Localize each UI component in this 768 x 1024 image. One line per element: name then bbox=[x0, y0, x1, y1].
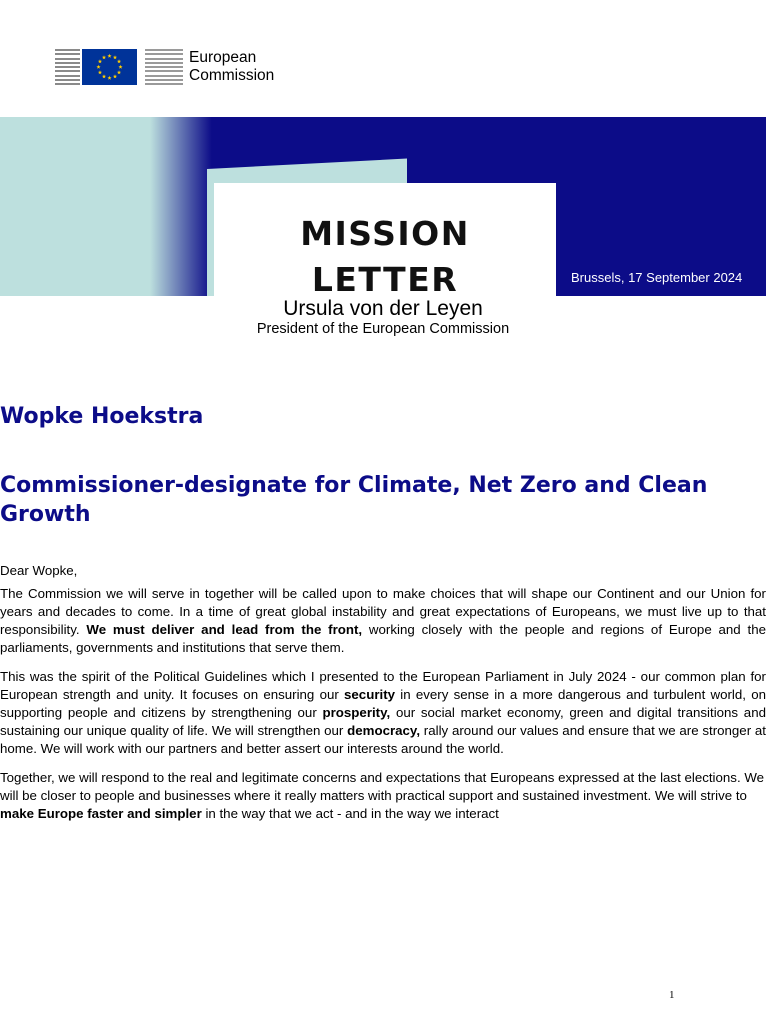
eu-star-icon bbox=[96, 65, 100, 69]
banner-date: Brussels, 17 September 2024 bbox=[571, 270, 743, 285]
banner-title bbox=[214, 211, 556, 296]
bold-text-span: We must deliver and lead from the front, bbox=[86, 622, 363, 637]
text-span: our social market economy, green and digital transitions and sustaining our unique quality of life. We will strengthen our bbox=[0, 705, 766, 738]
logo-text bbox=[189, 49, 274, 85]
logo-text-line1: European bbox=[189, 49, 257, 66]
eu-flag-icon bbox=[82, 49, 137, 85]
text-span: This was the spirit of the Political Guidelines which I presented to the European Parliament in July 2024 - our common plan for European strength and unity. It focuses on ensuring our bbox=[0, 669, 766, 702]
bold-text-span: democracy, bbox=[347, 723, 421, 738]
banner-title-line1: MISSION bbox=[300, 214, 470, 253]
logo-stripes-left bbox=[55, 49, 80, 85]
logo-text-line2: Commission bbox=[189, 67, 275, 84]
eu-star-icon bbox=[98, 59, 102, 63]
recipient-name: Wopke Hoekstra bbox=[0, 404, 204, 429]
eu-star-icon bbox=[118, 65, 122, 69]
banner-title-line2: LETTER bbox=[311, 260, 459, 296]
letter-paragraph-2 bbox=[0, 668, 766, 758]
text-span: in every sense in a more dangerous and turbulent world, on supporting people and citizens by strengthening our bbox=[0, 687, 766, 720]
logo-stripes-right bbox=[145, 49, 183, 85]
text-span: in the way that we act - and in the way we interact bbox=[201, 806, 499, 821]
mission-letter-banner bbox=[0, 117, 766, 296]
text-span: The Commission we will serve in together will be called upon to make choices that will shape our Continent and our Union for years and decades to come. In a time of great global instability and great expectations of Europeans, we must live up to that responsibility. bbox=[0, 586, 766, 637]
eu-star-icon bbox=[102, 55, 106, 59]
text-span: rally around our values and ensure that we are stronger at home. We will work with our partners and better assert our interests around the world. bbox=[0, 723, 766, 756]
eu-star-icon bbox=[113, 55, 117, 59]
letter-greeting: Dear Wopke, bbox=[0, 563, 78, 578]
bold-text-span: prosperity, bbox=[322, 705, 391, 720]
banner-stripes-graphic bbox=[0, 117, 215, 296]
eu-star-icon bbox=[98, 70, 102, 74]
letter-body bbox=[0, 562, 766, 834]
eu-star-icon bbox=[102, 74, 106, 78]
eu-star-icon bbox=[117, 70, 121, 74]
eu-star-icon bbox=[117, 59, 121, 63]
bold-text-span: make Europe faster and simpler bbox=[0, 806, 202, 821]
bold-text-span: security bbox=[344, 687, 396, 702]
letter-paragraph-3 bbox=[0, 769, 766, 823]
author-title: President of the European Commission bbox=[256, 321, 510, 337]
text-span: working closely with the people and regions of Europe and the parliaments, governments and institutions that serve them. bbox=[0, 622, 767, 655]
eu-star-icon bbox=[113, 74, 117, 78]
recipient-portfolio: Commissioner-designate for Climate, Net Zero and Clean Growth bbox=[0, 473, 708, 527]
eu-star-icon bbox=[107, 76, 111, 80]
eu-star-icon bbox=[107, 54, 111, 58]
european-commission-logo bbox=[55, 48, 274, 86]
page-number: 1 bbox=[669, 989, 675, 1001]
text-span: Together, we will respond to the real and legitimate concerns and expectations that Europeans expressed at the last elections. We will be closer to people and businesses where it really matters with practical support and sustained investment. We will strive to bbox=[0, 770, 765, 803]
author-name: Ursula von der Leyen bbox=[283, 297, 483, 320]
letter-paragraph-1 bbox=[0, 585, 766, 657]
